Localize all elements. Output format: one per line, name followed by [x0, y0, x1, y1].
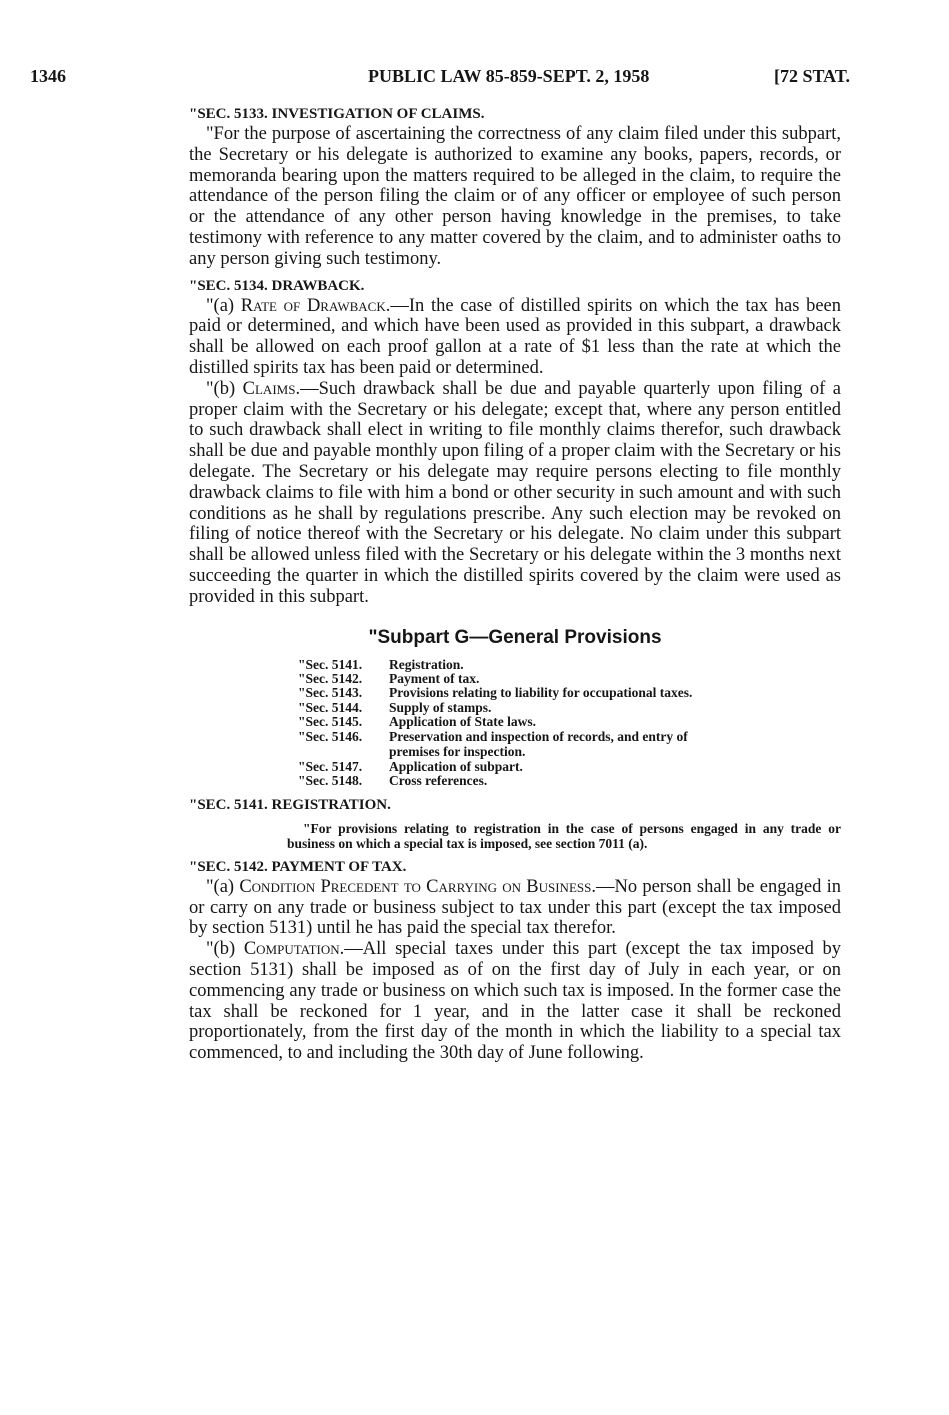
toc-section-title: Payment of tax. — [389, 670, 480, 686]
toc-section-title: Supply of stamps. — [389, 699, 492, 715]
toc-section-number: "Sec. 5144. — [298, 699, 363, 715]
section-heading: "SEC. 5134. DRAWBACK. — [189, 277, 365, 294]
subsection-caption: Rate of Drawback — [240, 295, 386, 316]
toc-section-title: Registration. — [389, 656, 464, 672]
subsection-caption: Claims — [242, 378, 296, 399]
page-number: 1346 — [30, 66, 66, 86]
section-heading: "SEC. 5141. REGISTRATION. — [189, 796, 391, 813]
subsection-a — [189, 877, 841, 939]
subsection-b — [189, 379, 841, 608]
toc-section-number: "Sec. 5142. — [298, 670, 363, 686]
toc-section-title: Application of subpart. — [389, 758, 523, 774]
toc-section-title: Provisions relating to liability for occupational taxes. — [389, 685, 693, 701]
table-of-sections — [298, 658, 841, 789]
toc-section-number: "Sec. 5147. — [298, 758, 363, 774]
subsection-text: .—All special taxes under this part (except the tax imposed by section 5131) shall be imposed as of on the first day of July in each year, or on commencing any trade or business on which such tax is imposed. In the former case the tax shall be reckoned for 1 year, and in the latter case it shall be reckoned proportionately, from the first day of the month in which the liability to a special tax commenced, to and including the 30th day of June following. — [189, 939, 841, 1064]
subsection-caption: Condition Precedent to Carrying on Business — [239, 876, 592, 897]
toc-row — [298, 686, 841, 700]
toc-section-title: Preservation and inspection of records, and entry of — [389, 728, 688, 744]
section-5142 — [189, 857, 841, 1064]
toc-continuation: premises for inspection. — [389, 743, 526, 759]
subsection-b — [189, 939, 841, 1064]
running-title: PUBLIC LAW 85-859-SEPT. 2, 1958 — [368, 66, 650, 86]
paragraph: "For the purpose of ascertaining the correctness of any claim filed under this subpart, the Secretary or his delegate is authorized to examine any books, papers, records, or memoranda bearing upon the matters required to be alleged in the claim, to require the attendance of the person filing the claim or of any officer or employee of such person or the attendance of any other person having knowledge in the premises, to take testimony with reference to any matter covered by the claim, and to administer oaths to any person giving such testimony. — [189, 124, 841, 269]
toc-section-title: Application of State laws. — [389, 714, 537, 730]
toc-section-number: "Sec. 5143. — [298, 685, 363, 701]
cross-reference-note: "For provisions relating to registration in the case of persons engaged in any trade or business on which a special tax is imposed, see section 7011 (a). — [287, 820, 841, 851]
toc-row — [298, 730, 841, 744]
section-heading: "SEC. 5133. INVESTIGATION OF CLAIMS. — [189, 106, 485, 122]
subsection-caption: Computation — [243, 939, 340, 960]
subsection-prefix: "(b) — [206, 939, 244, 960]
section-5134 — [189, 276, 841, 608]
subsection-text: .—Such drawback shall be due and payable quarterly upon filing of a proper claim with the Secretary or his delegate; except that, where any person entitled to such drawback shall elect in writing to file monthly claims therefor, such drawback shall be due and payable monthly upon filing of a proper claim with the Secretary or his delegate. The Secretary or his delegate may require persons electing to file monthly drawback claims to file with him a bond or other security in such amount and with such conditions as he shall by regulations prescribe. Any such election may be revoked on filing of notice thereof with the Secretary or his delegate. No claim under this subpart shall be allowed unless filed with the Secretary or his delegate within the 3 months next succeeding the quarter in which the distilled spirits covered by the claim were used as provided in this subpart. — [189, 378, 842, 607]
toc-row — [298, 774, 841, 788]
statute-reference: [72 STAT. — [774, 66, 851, 86]
toc-section-number: "Sec. 5145. — [298, 714, 363, 730]
toc-row — [298, 760, 841, 774]
subsection-a — [189, 296, 841, 379]
subsection-text: .—In the case of distilled spirits on which the tax has been paid or determined, and which have been used as provided in this subpart, a drawback shall be allowed on each proof gallon at a rate of $1 less than the rate at which the distilled spirits tax has been paid or determined. — [189, 295, 841, 378]
subpart-title: "Subpart G—General Provisions — [368, 626, 662, 648]
toc-row — [298, 701, 841, 715]
section-5133 — [189, 104, 841, 270]
toc-row — [298, 672, 841, 686]
toc-section-number: "Sec. 5148. — [298, 773, 363, 789]
toc-row — [298, 715, 841, 729]
section-5141 — [189, 795, 841, 851]
running-head — [30, 66, 910, 92]
toc-section-number: "Sec. 5146. — [298, 728, 363, 744]
toc-section-number: "Sec. 5141. — [298, 656, 363, 672]
section-heading: "SEC. 5142. PAYMENT OF TAX. — [189, 858, 407, 875]
body-text — [189, 104, 841, 1064]
toc-section-title: Cross references. — [389, 773, 488, 789]
subsection-prefix: "(a) — [206, 295, 241, 316]
toc-row — [298, 658, 841, 672]
subsection-prefix: "(a) — [206, 876, 240, 897]
subsection-prefix: "(b) — [206, 378, 243, 399]
subsection-text: .—No person shall be engaged in or carry on any trade or business subject to tax under this part (except the tax imposed by section 5131) until he has paid the special tax therefor. — [189, 876, 841, 939]
